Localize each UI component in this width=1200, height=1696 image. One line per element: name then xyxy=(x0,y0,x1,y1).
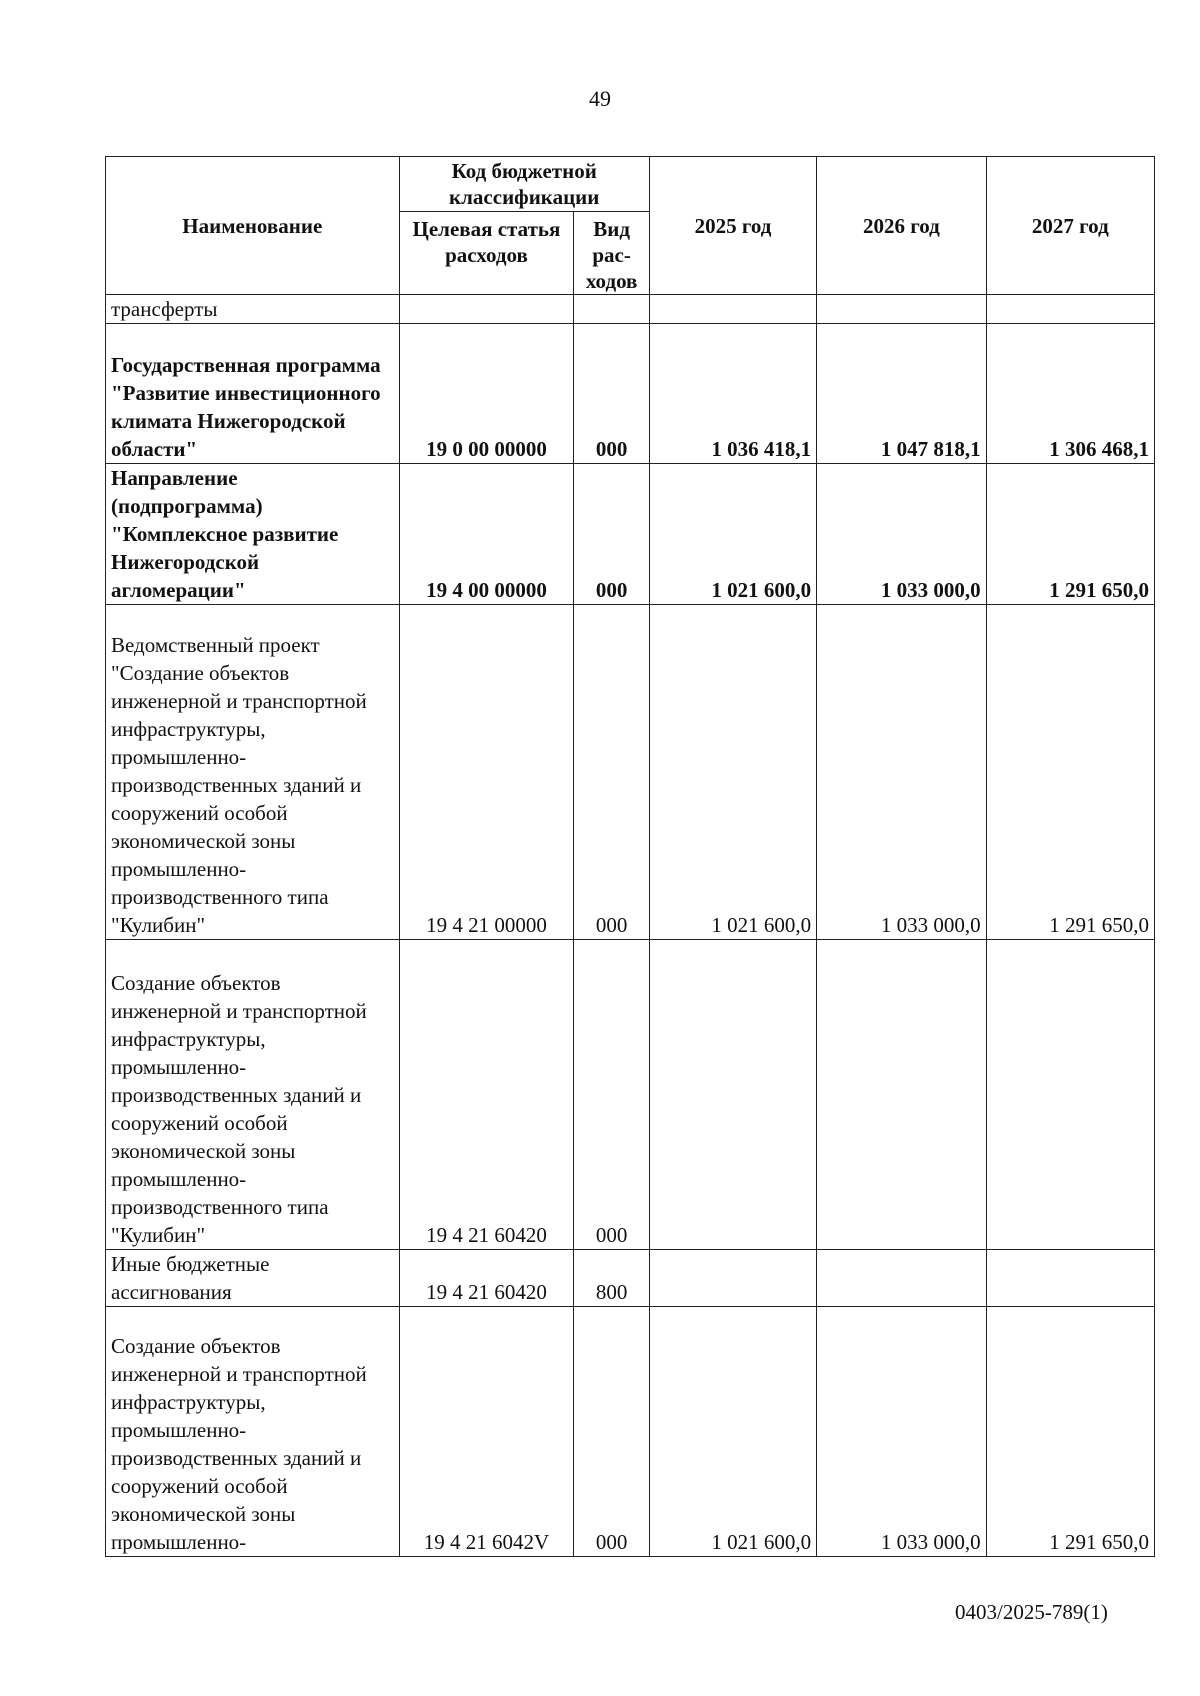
row-name: Государственная программа "Развитие инвестиционного климата Нижегородской области" xyxy=(106,324,400,464)
row-2025 xyxy=(649,1250,816,1307)
row-2027: 1 291 650,0 xyxy=(986,1307,1154,1557)
row-type: 000 xyxy=(574,324,650,464)
row-name: трансферты xyxy=(106,295,400,324)
header-2027: 2027 год xyxy=(986,157,1154,295)
row-2025 xyxy=(649,295,816,324)
row-2025: 1 021 600,0 xyxy=(649,1307,816,1557)
row-name: Иные бюджетные ассигнования xyxy=(106,1250,400,1307)
row-2027 xyxy=(986,940,1154,1250)
table-row xyxy=(106,605,1155,940)
row-2025: 1 036 418,1 xyxy=(649,324,816,464)
row-2026 xyxy=(817,295,986,324)
row-2027 xyxy=(986,1250,1154,1307)
row-code: 19 4 21 60420 xyxy=(399,940,574,1250)
row-type xyxy=(574,295,650,324)
table-row xyxy=(106,295,1155,324)
table-row xyxy=(106,1307,1155,1557)
row-type: 000 xyxy=(574,940,650,1250)
document-number: 0403/2025-789(1) xyxy=(955,1600,1108,1624)
page-number: 49 xyxy=(589,86,611,111)
row-code: 19 4 21 00000 xyxy=(399,605,574,940)
row-name: Создание объектов инженерной и транспортной инфраструктуры, промышленно-производственных зданий и сооружений особой экономической зоны промышленно-производственного типа "Кулибин" xyxy=(106,940,400,1250)
budget-table xyxy=(105,156,1155,1557)
row-2026: 1 033 000,0 xyxy=(817,605,986,940)
header-2025: 2025 год xyxy=(649,157,816,295)
row-name: Ведомственный проект "Создание объектов инженерной и транспортной инфраструктуры, промышленно-производственных зданий и сооружений особой экономической зоны промышленно-производственного типа "Кулибин" xyxy=(106,605,400,940)
row-2025: 1 021 600,0 xyxy=(649,464,816,605)
row-2026: 1 033 000,0 xyxy=(817,1307,986,1557)
row-2026: 1 047 818,1 xyxy=(817,324,986,464)
row-2027: 1 291 650,0 xyxy=(986,464,1154,605)
row-2027 xyxy=(986,295,1154,324)
row-code: 19 4 21 60420 xyxy=(399,1250,574,1307)
header-2026: 2026 год xyxy=(817,157,986,295)
header-code-group: Код бюджетной классификации xyxy=(399,157,649,212)
table-row xyxy=(106,1250,1155,1307)
row-2027: 1 306 468,1 xyxy=(986,324,1154,464)
row-2026 xyxy=(817,940,986,1250)
row-name: Создание объектов инженерной и транспортной инфраструктуры, промышленно-производственных зданий и сооружений особой экономической зоны промышленно- xyxy=(106,1307,400,1557)
row-2026: 1 033 000,0 xyxy=(817,464,986,605)
table-header xyxy=(106,157,1155,295)
row-code: 19 4 00 00000 xyxy=(399,464,574,605)
row-code: 19 0 00 00000 xyxy=(399,324,574,464)
table-row xyxy=(106,464,1155,605)
header-target: Целевая статья расходов xyxy=(399,212,574,295)
header-type: Вид рас-ходов xyxy=(574,212,650,295)
row-type: 800 xyxy=(574,1250,650,1307)
header-name: Наименование xyxy=(106,157,400,295)
row-type: 000 xyxy=(574,1307,650,1557)
table-body xyxy=(106,295,1155,1557)
row-type: 000 xyxy=(574,605,650,940)
row-2025 xyxy=(649,940,816,1250)
row-code: 19 4 21 6042V xyxy=(399,1307,574,1557)
row-2026 xyxy=(817,1250,986,1307)
table-row xyxy=(106,324,1155,464)
row-2027: 1 291 650,0 xyxy=(986,605,1154,940)
row-2025: 1 021 600,0 xyxy=(649,605,816,940)
row-code xyxy=(399,295,574,324)
table-row xyxy=(106,940,1155,1250)
row-type: 000 xyxy=(574,464,650,605)
row-name: Направление (подпрограмма) "Комплексное развитие Нижегородской агломерации" xyxy=(106,464,400,605)
